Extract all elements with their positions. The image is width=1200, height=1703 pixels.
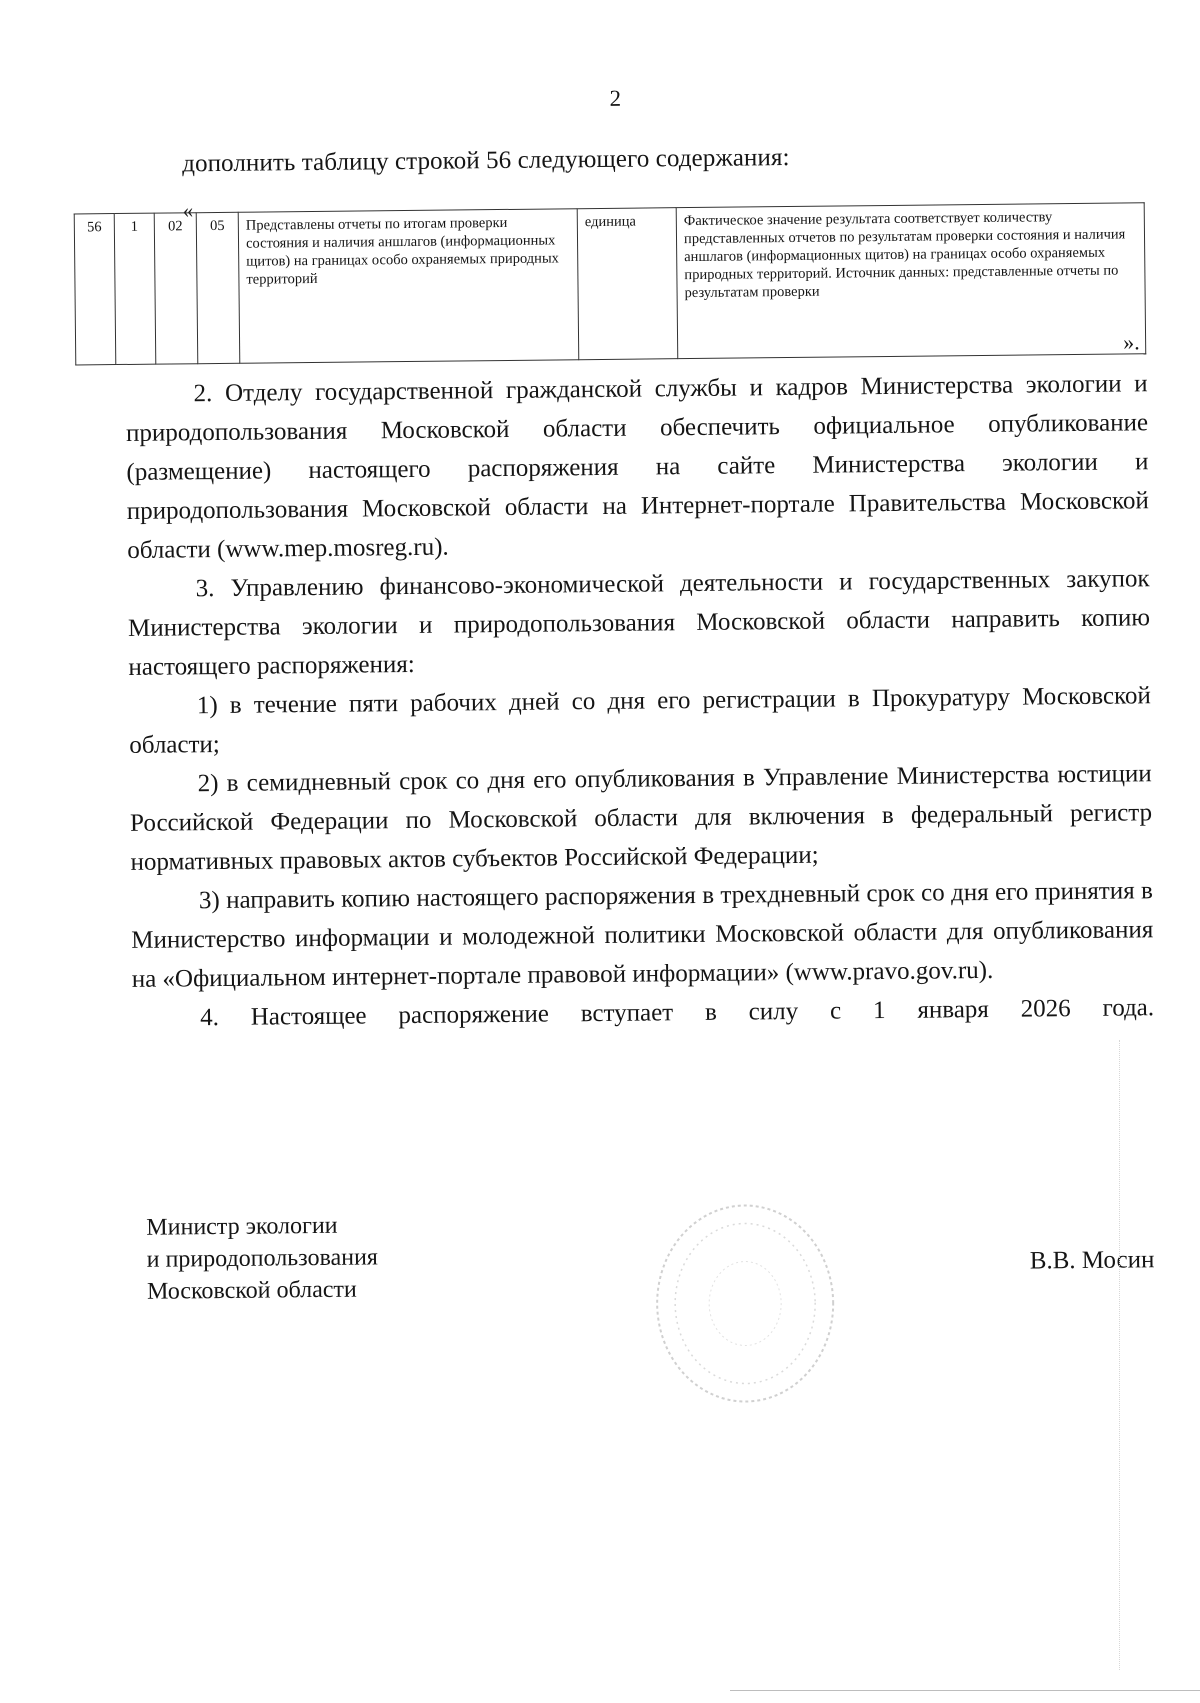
paragraph-3-item-1: 1) в течение пяти рабочих дней со дня его регистрации в Прокуратуру Московской области; (129, 682, 1151, 759)
table-row (74, 203, 1146, 365)
page-number: 2 (609, 85, 622, 111)
open-quote: « (182, 198, 194, 223)
signatory-title (146, 1209, 378, 1307)
intro-line: дополнить таблицу строкой 56 следующего содержания: (182, 143, 790, 178)
official-seal-stamp (644, 1192, 846, 1414)
paragraph-3: 3. Управлению финансово-экономической деятельности и государственных закупок Министерства экологии и природопользования Московской области направить копию настоящего распоряжения: (127, 565, 1151, 681)
cell-unit: единица (577, 208, 678, 360)
scan-bottom-line (730, 1690, 1200, 1691)
paragraph-2: 2. Отделу государственной гражданской службы и кадров Министерства экологии и природопользования Московской области обеспечить официальное опубликование (размещение) настоящего распоряжения на сайте Министерства экологии и природопользования Московской области на Интернет-портале Правительства Московской области (www.mep.mosreg.ru). (125, 370, 1149, 564)
signatory-title-line: Министр экологии (146, 1212, 338, 1241)
cell-code-1: 1 (114, 213, 156, 364)
cell-row-number: 56 (74, 214, 116, 365)
cell-result: Представлены отчеты по итогам проверки состояния и наличия аншлагов (информационных щитов) на границах особо охраняемых природных территорий (238, 209, 579, 364)
amendment-table (74, 202, 1147, 365)
signatory-title-line: и природопользования (146, 1244, 379, 1273)
paragraph-4: 4. Настоящее распоряжение вступает в силу с 1 января 2026 года. (200, 994, 1155, 1032)
signatory-title-line: Московской области (146, 1276, 357, 1305)
scan-margin-line (1119, 1040, 1120, 1670)
cell-method: Фактическое значение результата соответствует количеству представленных отчетов по результатам проверки состояния и наличия аншлагов (информационных щитов) на границах особо охраняемых природных территорий. Источник данных: представленные отчеты по результатам проверки (676, 203, 1146, 359)
cell-code-2: 02 (154, 213, 198, 364)
paragraph-3-item-2: 2) в семидневный срок со дня его опубликования в Управление Министерства юстиции Российской Федерации по Московской области для включения в федеральный регистр нормативных правовых актов субъектов Российской Федерации; (129, 760, 1153, 876)
order-body (125, 364, 1154, 1038)
cell-code-3: 05 (196, 212, 240, 363)
close-quote: ». (1122, 329, 1140, 355)
paragraph-3-item-3: 3) направить копию настоящего распоряжения в трехдневный срок со дня его принятия в Министерство информации и молодежной политики Московской области для опубликования на «Официальном интернет-портале правовой информации» (www.pravo.gov.ru). (131, 877, 1154, 993)
signatory-name: В.В. Мосин (1029, 1246, 1155, 1275)
